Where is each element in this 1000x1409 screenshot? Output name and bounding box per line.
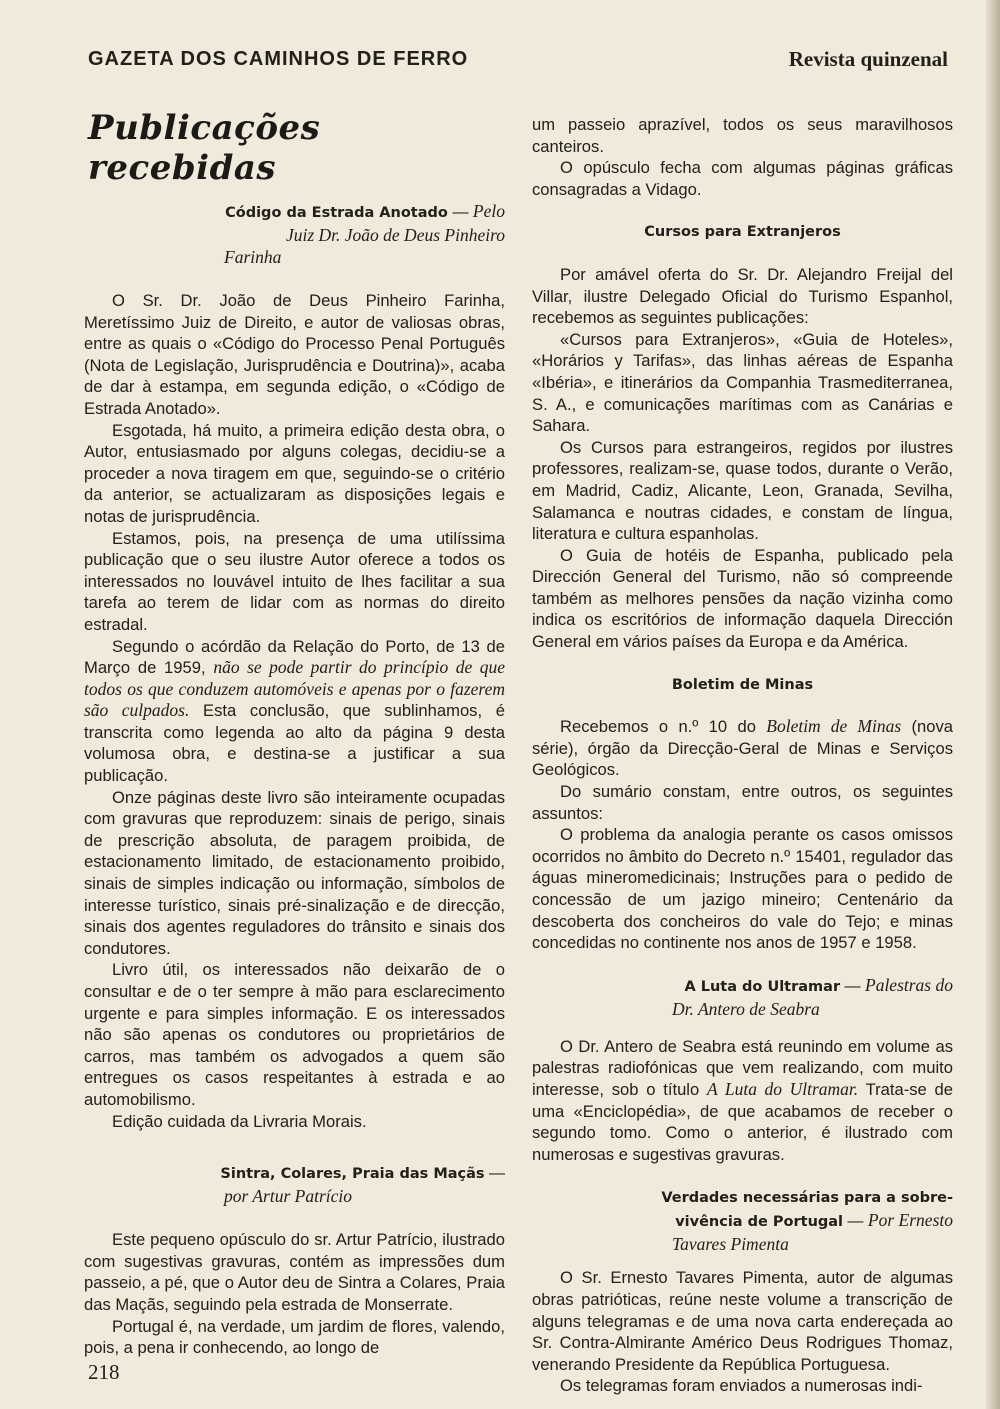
article-byline: Farinha xyxy=(224,247,282,267)
article-title: Verdades necessárias para a sobre- xyxy=(661,1190,953,1207)
running-header-title: GAZETA DOS CAMINHOS DE FERRO xyxy=(88,48,469,70)
paragraph: Edição cuidada da Livraria Morais. xyxy=(112,1111,367,1131)
article-title: Código da Estrada Anotado xyxy=(225,205,448,221)
paragraph: Recebemos o n.º 10 do Boletim de Minas (nova série), órgão da Direcção-Geral de Minas e Serviços Geológicos. xyxy=(532,716,954,780)
left-column xyxy=(84,200,505,1359)
article-byline: Pelo xyxy=(472,201,505,221)
paragraph: Portugal é, na verdade, um jardim de flores, valendo, pois, a pena ir conhecendo, ao longo de xyxy=(84,1316,505,1358)
running-header-frequency: Revista quinzenal xyxy=(788,47,948,71)
paragraph: Por amável oferta do Sr. Dr. Alejandro Freijal del Villar, ilustre Delegado Oficial do Turismo Espanhol, recebemos as seguintes publicações: xyxy=(532,264,953,328)
paragraph: Esgotada, há muito, a primeira edição desta obra, o Autor, entusiasmado por alguns colegas, decidiu-se a proceder a nova tiragem em que, seguindo-se o critério da anterior, se actualizaram as disposições legais e notas de jurisprudência. xyxy=(84,420,505,526)
section-title: Publicações recebidas xyxy=(88,108,321,188)
paragraph: Este pequeno opúsculo do sr. Artur Patrício, ilustrado com sugestivas gravuras, contém as impressões dum passeio, a pé, que o Autor deu de Sintra a Colares, Praia das Maçãs, seguindo pela estrada de Monserrate. xyxy=(84,1230,505,1314)
article-title: A Luta do Ultramar xyxy=(684,978,841,995)
article-heading-codigo: Código da Estrada Anotado — Pelo Juiz Dr. João de Deus Pinheiro Farinha xyxy=(84,200,505,268)
publication-title: Boletim de Minas xyxy=(766,716,902,737)
paragraph: O Guia de hotéis de Espanha, publicado pela Dirección General del Turismo, não só compreende também as melhores pensões da nação vizinha como indica os escritórios de informação daquela Dirección General em vários países da Europa e da América. xyxy=(532,545,953,652)
article-heading-luta: A Luta do Ultramar — Palestras do Dr. Antero de Seabra xyxy=(532,974,953,1020)
article-byline: Por Ernesto xyxy=(867,1210,953,1231)
paragraph: Onze páginas deste livro são inteiramente ocupadas com gravuras que reproduzem: sinais de perigo, sinais de prescrição absoluta, de paragem proibida, de estacionamento limitado, de estacionamento proibido, sinais de simples indicação ou informação, símbolos de interesse turístico, sinais pré-sinalização e de direcção, sinais dos agentes reguladores do trânsito e sinais dos condutores. xyxy=(84,787,505,958)
paragraph: O Sr. Dr. João de Deus Pinheiro Farinha, Meretíssimo Juiz de Direito, e autor de valiosas obras, entre as quais o «Código do Processo Penal Português (Nota de Legislação, Jurisprudência e Doutrina)», acaba de dar à estampa, em segunda edição, o «Código de Estrada Anotado». xyxy=(84,291,505,418)
paragraph: O Sr. Ernesto Tavares Pimenta, autor de algumas obras patrióticas, reúne neste volume a transcrição de alguns telegramas e de uma nova carta endereçada ao Sr. Contra-Almirante Américo Deus Rodrigues Thomaz, venerando Presidente da República Portuguesa. xyxy=(532,1268,953,1374)
article-title-cursos: Cursos para Extranjeros xyxy=(644,224,841,241)
article-heading-verdades: Verdades necessárias para a sobre- vivência de Portugal — Por Ernesto Tavares Pimenta xyxy=(532,1187,953,1255)
article-title: vivência de Portugal xyxy=(675,1214,844,1231)
paragraph: O problema da analogia perante os casos omissos ocorridos no âmbito do Decreto n.º 15401, regulador das águas mineromedicinais; Instruções para o pedido de concessão de um jazigo mineiro; Centenário da descoberta dos concheiros do vale do Tejo; e minas concedidas no continente nos anos de 1957 e 1958. xyxy=(532,825,953,953)
article-byline: por Artur Patrício xyxy=(224,1186,353,1207)
article-title: Sintra, Colares, Praia das Maçãs xyxy=(220,1166,485,1183)
right-column xyxy=(532,114,953,1397)
paragraph: Os telegramas foram enviados a numerosas indi- xyxy=(560,1376,923,1396)
article-byline: Tavares Pimenta xyxy=(672,1234,789,1255)
paragraph: Do sumário constam, entre outros, os seguintes assuntos: xyxy=(532,782,953,823)
paragraph: O Dr. Antero de Seabra está reunindo em volume as palestras radiofónicas que vem realizando, com muito interesse, sob o título A Luta do Ultramar. Trata-se de uma «Enciclopédia», de que acabamos de receber o segundo tomo. Como o anterior, é ilustrado com numerosas e sugestivas gravuras. xyxy=(532,1036,954,1164)
paragraph: «Cursos para Extranjeros», «Guia de Hoteles», «Horários y Tarifas», das linhas aéreas de Espanha «Ibéria», e itinerários da Companhia Trasmediterranea, S. A., e comunicações marítimas com as Canárias e Sahara. xyxy=(532,329,953,436)
page-edge xyxy=(986,0,1000,1409)
article-byline: Dr. Antero de Seabra xyxy=(672,998,820,1019)
article-byline: Juiz Dr. João de Deus Pinheiro xyxy=(285,225,505,245)
paragraph-continued: um passeio aprazível, todos os seus maravilhosos canteiros. xyxy=(532,115,953,156)
paragraph: Segundo o acórdão da Relação do Porto, de 13 de Março de 1959, não se pode partir do princípio de que todos os que conduzem automóveis e apenas por o fazerem são culpados. Esta conclusão, que sublinhamos, é transcrita como legenda ao alto da página 9 desta volumosa obra, e destina-se a justificar a sua publicação. xyxy=(84,636,505,786)
paragraph: Livro útil, os interessados não deixarão de o consultar e de o ter sempre à mão para esclarecimento urgente e para simples informação. E os interessados não são apenas os condutores ou proprietários de carros, mas também os advogados a quem são entregues os casos respeitantes à estrada e ao automobilismo. xyxy=(84,960,505,1109)
page-number: 218 xyxy=(88,1360,120,1384)
paragraph: O opúsculo fecha com algumas páginas gráficas consagradas a Vidago. xyxy=(532,158,953,199)
paragraph: Estamos, pois, na presença de uma utilíssima publicação que o seu ilustre Autor oferece a todos os interessados no louvável intuito de lhes facilitar a sua tarefa ao terem de lidar com as normas do direito estradal. xyxy=(84,528,505,634)
article-title-boletim: Boletim de Minas xyxy=(671,676,814,693)
quoted-ruling: não se pode partir do princípio de que todos os que conduzem automóveis e apenas por o fazerem são culpados. xyxy=(84,657,505,721)
publication-title: A Luta do Ultramar. xyxy=(707,1078,859,1099)
article-byline: Palestras do xyxy=(865,974,953,995)
paragraph: Os Cursos para estrangeiros, regidos por ilustres professores, realizam-se, quase todos, durante o Verão, em Madrid, Cadiz, Alicante, Leon, Granada, Sevilha, Salamanca e noutras cidades, e constam de língua, literatura e cultura espanholas. xyxy=(532,437,953,544)
article-heading-sintra: Sintra, Colares, Praia das Maçãs — por Artur Patrício xyxy=(84,1162,505,1207)
